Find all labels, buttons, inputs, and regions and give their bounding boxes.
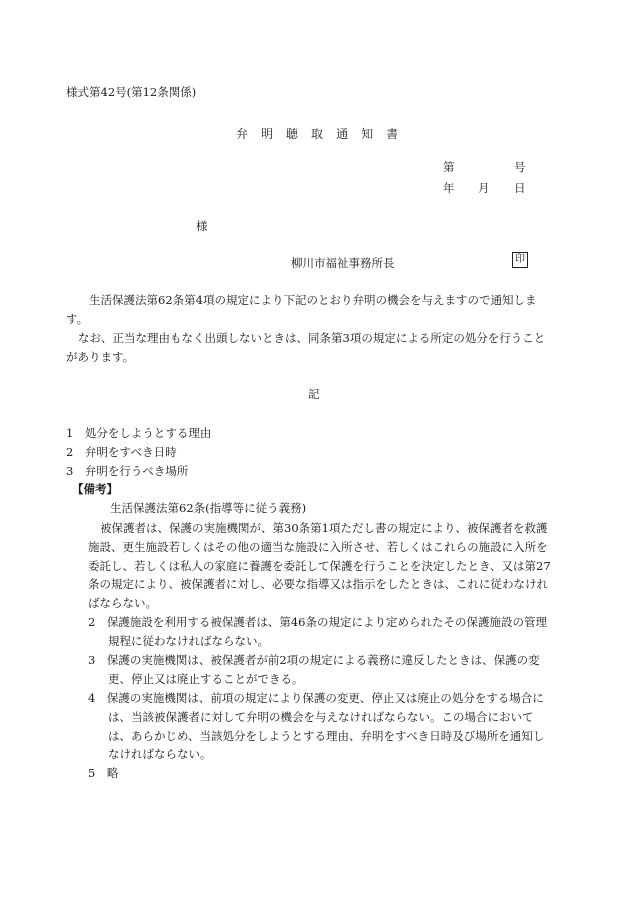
date-month: 月 [478, 181, 490, 195]
issuer-name: 柳川市福祉事務所長 [291, 256, 395, 270]
title-char: 取 [311, 127, 324, 141]
list-item: 2 弁明をすべき日時 [66, 445, 177, 459]
document-title [236, 125, 411, 142]
date-day: 日 [514, 181, 526, 195]
addressee-suffix: 様 [196, 219, 208, 233]
article-clause: 被保護者は、保護の実施機関が、第30条第1項ただし書の規定により、被保護者を救護施設、更生施設若しくはその他の適当な施設に入所させ、若しくはこれらの施設に入所を委託し、若しくは私人の家庭に養護を委託して保護を行うことを決定したとき、又は第27条の規定により、被保護者に対し、必要な指導又は指示をしたときは、これに従わなければならない。 [88, 521, 551, 611]
title-char: 弁 [236, 127, 249, 141]
list-item: 3 弁明を行うべき場所 [66, 464, 189, 478]
title-char: 明 [261, 127, 274, 141]
document-number-suffix: 号 [514, 160, 526, 174]
title-char: 知 [361, 127, 374, 141]
article-clause: 5 略 [88, 766, 119, 780]
form-number-label: 様式第42号(第12条関係) [66, 85, 197, 99]
article-clause: 3 保護の実施機関は、被保護者が前2項の規定による義務に違反したときは、保護の変更、停止又は廃止することができる。 [88, 653, 540, 686]
notice-paragraph: 生活保護法第62条第4項の規定により下記のとおり弁明の機会を与えますので通知します。 [66, 293, 537, 326]
document-number-prefix: 第 [443, 160, 455, 174]
article-clause: 4 保護の実施機関は、前項の規定により保護の変更、停止又は廃止の処分をする場合には、当該被保護者に対して弁明の機会を与えなければならない。この場合においては、あらかじめ、当該処分をしようとする理由、弁明をすべき日時及び場所を通知しなければならない。 [88, 691, 545, 762]
title-char: 書 [386, 127, 399, 141]
title-char: 通 [336, 127, 349, 141]
remarks-heading: 【備考】 [72, 482, 118, 496]
title-char: 聴 [286, 127, 299, 141]
seal-mark: 印 [512, 252, 528, 268]
ki-heading: 記 [308, 387, 320, 401]
article-clause: 2 保護施設を利用する被保護者は、第46条の規定により定められたその保護施設の管理規程に従わなければならない。 [88, 615, 547, 648]
list-item: 1 処分をしようとする理由 [66, 426, 212, 440]
article-title: 生活保護法第62条(指導等に従う義務) [110, 501, 307, 515]
date-year: 年 [443, 181, 455, 195]
notice-paragraph: なお、正当な理由もなく出頭しないときは、同条第3項の規定による所定の処分を行うことがあります。 [66, 331, 546, 364]
